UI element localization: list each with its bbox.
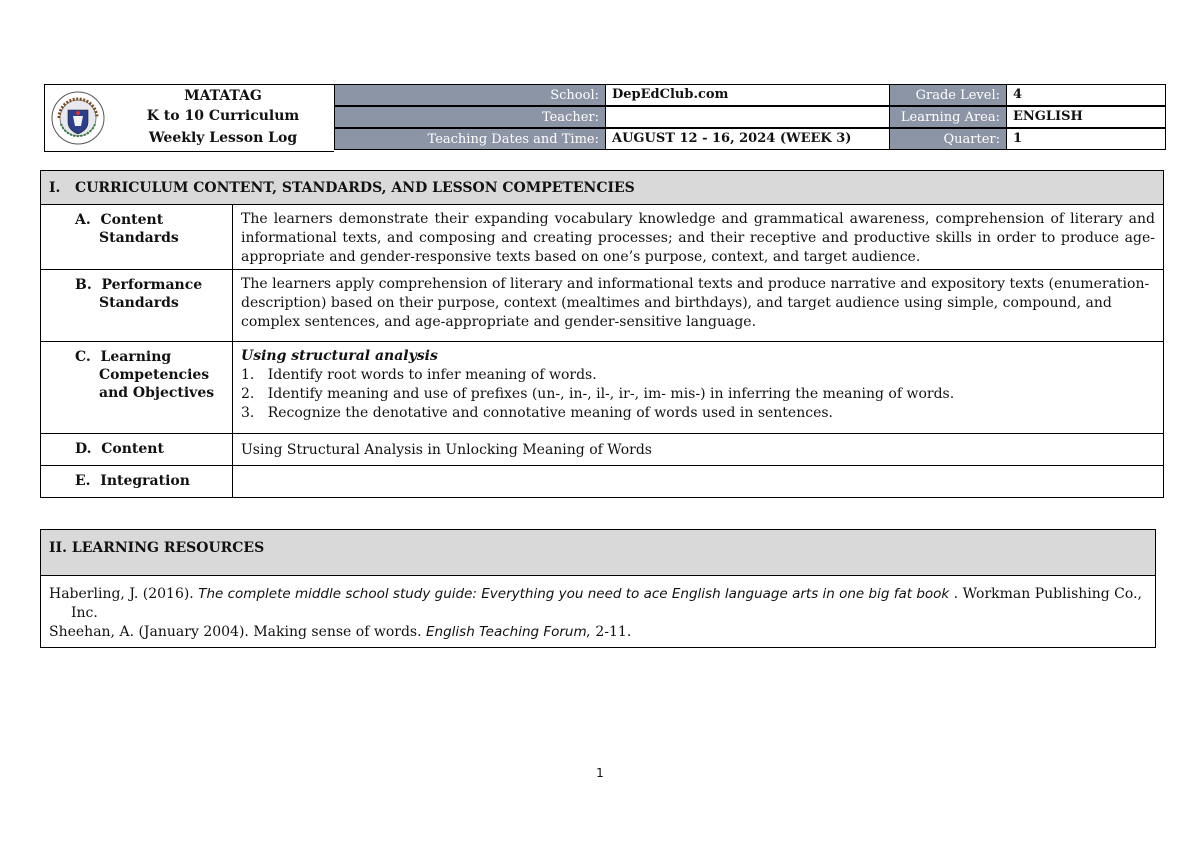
content-standards-text: The learners demonstrate their expanding vocabulary knowledge and grammatical awareness, comprehension of literary and informational texts, and composing and creating processes; and their receptive and productive skills in order to produce age-appropriate and gender-responsive texts based on one’s purpose, context, and target audience. (241, 211, 1155, 265)
content-standards-row (41, 205, 1163, 270)
ref-publisher: . Workman Publishing Co., Inc. (71, 586, 1142, 621)
teaching-dates-value: AUGUST 12 - 16, 2024 (WEEK 3) (605, 128, 890, 150)
performance-standards-text: The learners apply comprehension of literary and informational texts and produce narrative and expository texts (enumeration-description) based on their purpose, context (mealtimes and birthdays), and target audience using simple, compound, and complex sentences, and age-appropriate and gender-sensitive language. (241, 276, 1150, 330)
teaching-dates-label: Teaching Dates and Time: (334, 128, 606, 150)
header-row-dates (334, 128, 1166, 150)
integration-label (41, 466, 233, 497)
row-label-b: Standards (99, 295, 179, 311)
page-number: 1 (596, 766, 604, 780)
competency-item: 3. Recognize the denotative and connotative meaning of words used in sentences. (241, 405, 833, 421)
learning-competencies-text (241, 347, 1155, 423)
curriculum-content-table (40, 170, 1164, 498)
teacher-label: Teacher: (334, 106, 606, 128)
quarter-label: Quarter: (889, 128, 1007, 150)
content-row (41, 434, 1163, 466)
grade-level-label: Grade Level: (889, 84, 1007, 106)
school-value: DepEdClub.com (605, 84, 890, 106)
row-label-a: C. Learning (75, 349, 172, 365)
header-row-teacher (334, 106, 1166, 128)
section-2-heading: II. LEARNING RESOURCES (41, 530, 1155, 576)
learning-resources-table (40, 529, 1156, 648)
ref-author: Sheehan, A. (January 2004). Making sense of words. (49, 624, 427, 640)
row-label-a: A. Content (75, 212, 164, 228)
teacher-value (605, 106, 890, 128)
reference-item (49, 585, 1147, 623)
section-1-heading: I. CURRICULUM CONTENT, STANDARDS, AND LESSON COMPETENCIES (41, 171, 1163, 205)
reference-item (49, 623, 1147, 642)
references-list (49, 585, 1147, 642)
ref-author: Haberling, J. (2016). (49, 586, 199, 602)
competencies-heading: Using structural analysis (241, 348, 438, 364)
content-text: Using Structural Analysis in Unlocking Meaning of Words (241, 442, 652, 458)
deped-seal-icon (51, 91, 105, 145)
title-matatag: MATATAG (184, 88, 262, 104)
row-label-a: B. Performance (75, 277, 203, 293)
ref-pages: 2-11. (590, 624, 632, 640)
quarter-value: 1 (1006, 128, 1166, 150)
content-standards-label (41, 205, 233, 269)
competency-item: 1. Identify root words to infer meaning of words. (241, 367, 597, 383)
header-info-grid (334, 84, 1166, 152)
header-row-school (334, 84, 1166, 106)
content-label (41, 434, 233, 465)
competency-item: 2. Identify meaning and use of prefixes (un-, in-, il-, ir-, im- mis-) in inferring the meaning of words. (241, 386, 955, 402)
seal-cell (44, 84, 113, 152)
row-label-a: E. Integration (75, 473, 190, 489)
grade-level-value: 4 (1006, 84, 1166, 106)
integration-row (41, 466, 1163, 497)
learning-competencies-label (41, 342, 233, 433)
row-label-a: D. Content (75, 441, 164, 457)
ref-title: English Teaching Forum, (426, 624, 591, 640)
title-curriculum: K to 10 Curriculum (146, 108, 300, 124)
document-title (112, 84, 334, 152)
school-label: School: (334, 84, 606, 106)
header-table (44, 84, 1166, 152)
row-label-b: Competencies (99, 367, 210, 383)
ref-title: The complete middle school study guide: Everything you need to ace English language arts in one big fat book (198, 586, 950, 602)
title-lesson-log: Weekly Lesson Log (148, 130, 298, 146)
performance-standards-row (41, 270, 1163, 342)
row-label-b: Standards (99, 230, 179, 246)
learning-area-value: ENGLISH (1006, 106, 1166, 128)
learning-area-label: Learning Area: (889, 106, 1007, 128)
learning-competencies-row (41, 342, 1163, 434)
performance-standards-label (41, 270, 233, 341)
row-label-c: and Objectives (99, 385, 215, 401)
